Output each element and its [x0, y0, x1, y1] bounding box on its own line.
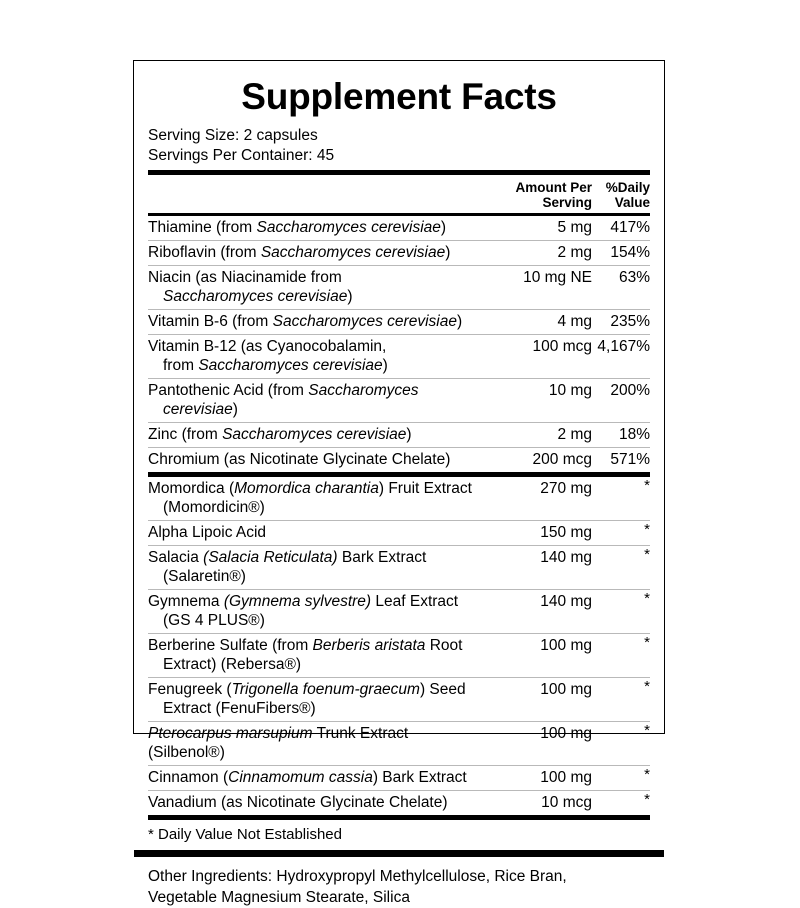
table-row	[148, 634, 650, 677]
ingredient-name: Fenugreek (Trigonella foenum-graecum) Seed Extract (FenuFibers®)	[148, 681, 466, 717]
ingredient-daily-value: 154%	[610, 244, 650, 261]
panel-header-section	[134, 78, 664, 850]
ingredient-amount: 100 mg	[540, 769, 592, 786]
servings-per-container-text: Servings Per Container: 45	[148, 147, 335, 164]
ingredient-amount: 140 mg	[540, 593, 592, 610]
ingredient-amount: 10 mg NE	[523, 269, 592, 286]
column-header-amount-line1: Amount Per	[515, 180, 592, 195]
divider-bar-other-ingredients	[134, 850, 664, 857]
ingredient-name: Vitamin B-12 (as Cyanocobalamin, from Saccharomyces cerevisiae)	[148, 338, 388, 374]
ingredient-amount: 10 mg	[548, 382, 592, 399]
ingredient-amount: 100 mg	[540, 637, 592, 654]
page-title: Supplement Facts	[241, 76, 557, 117]
ingredient-amount: 270 mg	[540, 480, 592, 497]
table-row	[148, 678, 650, 721]
ingredient-amount: 200 mcg	[532, 451, 592, 468]
column-header-amount-line2: Serving	[542, 195, 592, 210]
column-header-amount	[480, 180, 592, 210]
ingredient-daily-value: 4,167%	[597, 338, 650, 355]
table-row	[148, 423, 650, 447]
ingredient-daily-value: *	[644, 477, 650, 494]
ingredient-daily-value: 417%	[610, 219, 650, 236]
table-row	[148, 521, 650, 545]
ingredient-amount: 10 mcg	[541, 794, 592, 811]
supplement-facts-panel	[133, 60, 665, 906]
ingredient-daily-value: *	[644, 722, 650, 739]
ingredient-name: Thiamine (from Saccharomyces cerevisiae)	[148, 219, 447, 236]
ingredient-name: Chromium (as Nicotinate Glycinate Chelate)	[148, 451, 451, 468]
nutrient-rows-group	[148, 216, 650, 472]
ingredient-daily-value: 18%	[618, 426, 650, 443]
ingredient-amount: 5 mg	[557, 219, 592, 236]
table-row	[148, 590, 650, 633]
ingredient-daily-value: 63%	[618, 269, 650, 286]
other-ingredients-line-2: Vegetable Magnesium Stearate, Silica	[148, 889, 410, 906]
table-row	[148, 546, 650, 589]
ingredient-daily-value: 571%	[610, 451, 650, 468]
ingredient-daily-value: *	[644, 678, 650, 695]
ingredient-name: Berberine Sulfate (from Berberis aristata Root Extract) (Rebersa®)	[148, 637, 463, 673]
ingredient-amount: 2 mg	[557, 426, 592, 443]
ingredient-name: Vitamin B-6 (from Saccharomyces cerevisiae)	[148, 313, 463, 330]
ingredient-name: Momordica (Momordica charantia) Fruit Extract (Momordicin®)	[148, 480, 472, 516]
ingredient-amount: 150 mg	[540, 524, 592, 541]
table-row	[148, 477, 650, 520]
serving-size-text: Serving Size: 2 capsules	[148, 127, 318, 144]
serving-info-block	[148, 126, 650, 166]
ingredient-daily-value: *	[644, 634, 650, 651]
ingredient-amount: 100 mg	[540, 725, 592, 742]
daily-value-footnote: * Daily Value Not Established	[148, 826, 342, 843]
ingredient-name: Pterocarpus marsupium Trunk Extract (Silbenol®)	[148, 725, 409, 761]
column-header-row	[148, 175, 650, 213]
ingredient-name: Salacia (Salacia Reticulata) Bark Extract (Salaretin®)	[148, 549, 427, 585]
ingredient-amount: 140 mg	[540, 549, 592, 566]
column-header-dv-line1: %Daily	[605, 180, 650, 195]
ingredient-daily-value: 200%	[610, 382, 650, 399]
ingredient-name: Pantothenic Acid (from Saccharomyces cerevisiae)	[148, 382, 419, 418]
table-row	[148, 766, 650, 790]
table-row	[148, 335, 650, 378]
ingredient-name: Zinc (from Saccharomyces cerevisiae)	[148, 426, 412, 443]
ingredient-name: Alpha Lipoic Acid	[148, 524, 267, 541]
table-row	[148, 722, 650, 765]
ingredient-daily-value: *	[644, 546, 650, 563]
ingredient-amount: 100 mcg	[532, 338, 592, 355]
ingredient-amount: 100 mg	[540, 681, 592, 698]
table-row	[148, 448, 650, 472]
ingredient-daily-value: *	[644, 590, 650, 607]
table-row	[148, 241, 650, 265]
column-header-daily-value	[592, 180, 650, 210]
other-ingredients-text	[148, 857, 650, 908]
ingredient-daily-value: *	[644, 791, 650, 808]
ingredient-daily-value: *	[644, 521, 650, 538]
ingredient-name: Cinnamon (Cinnamomum cassia) Bark Extract	[148, 769, 467, 786]
ingredient-name: Gymnema (Gymnema sylvestre) Leaf Extract (GS 4 PLUS®)	[148, 593, 459, 629]
table-row	[148, 216, 650, 240]
table-row	[148, 266, 650, 309]
botanical-rows-group	[148, 477, 650, 815]
table-row	[148, 379, 650, 422]
ingredient-amount: 4 mg	[557, 313, 592, 330]
ingredient-daily-value: *	[644, 766, 650, 783]
table-row	[148, 791, 650, 815]
column-header-dv-line2: Value	[614, 195, 650, 210]
ingredient-amount: 2 mg	[557, 244, 592, 261]
ingredient-name: Riboflavin (from Saccharomyces cerevisiae)	[148, 244, 451, 261]
other-ingredients-line-1: Other Ingredients: Hydroxypropyl Methylcellulose, Rice Bran,	[148, 868, 567, 885]
ingredient-name: Niacin (as Niacinamide from Saccharomyces cerevisiae)	[148, 269, 353, 305]
ingredient-daily-value: 235%	[610, 313, 650, 330]
table-row	[148, 310, 650, 334]
ingredient-name: Vanadium (as Nicotinate Glycinate Chelate)	[148, 794, 448, 811]
other-ingredients-section	[134, 857, 664, 908]
